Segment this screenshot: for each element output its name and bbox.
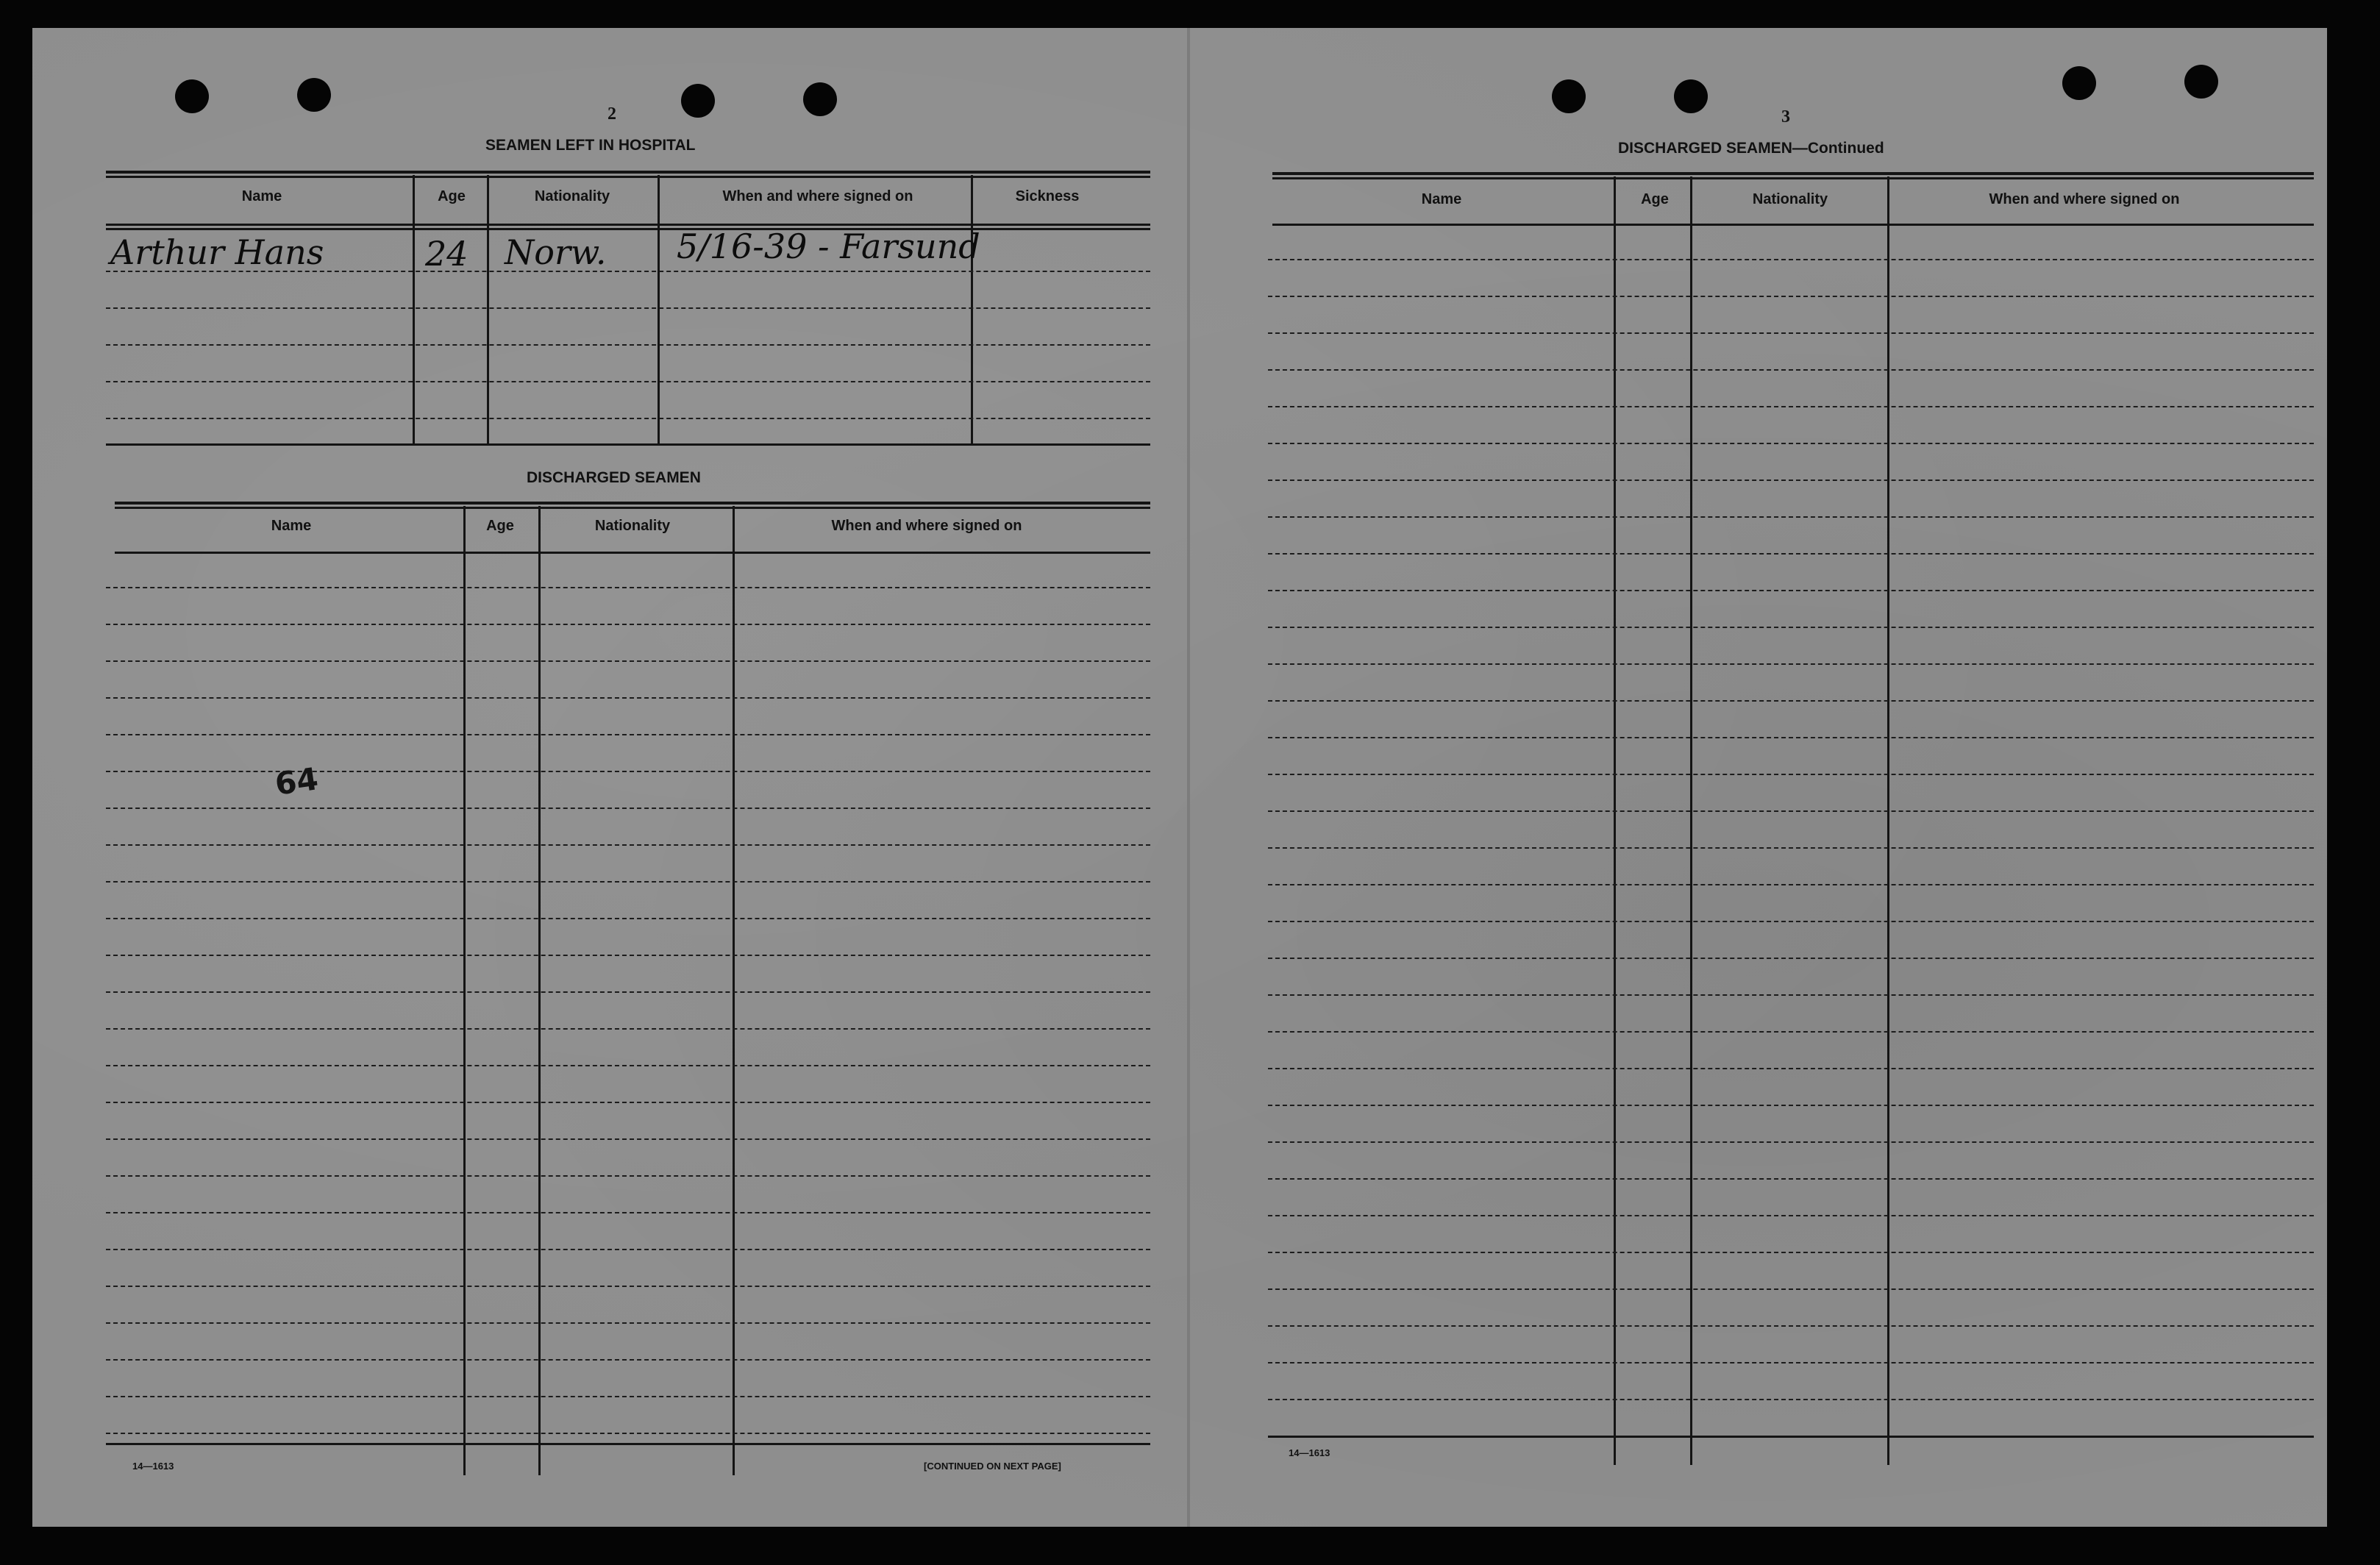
entry-signed-on: 5/16-39 - Farsund [677,227,980,266]
page-fold [1187,28,1190,1527]
column-header-age: Age [486,518,514,534]
discharged-rows [106,552,1150,1478]
punch-hole [681,84,715,118]
punch-hole [803,82,837,116]
punch-hole [2184,65,2218,99]
entry-nationality: Norw. [505,232,607,272]
column-header-signed-on: When and where signed on [1989,191,2180,207]
column-header-sickness: Sickness [1015,188,1080,204]
column-header-name: Name [241,188,282,204]
hospital-section-title: SEAMEN LEFT IN HOSPITAL [485,137,696,154]
punch-hole [175,79,209,113]
column-header-nationality: Nationality [1752,191,1828,207]
punch-hole [2062,66,2096,100]
column-header-name: Name [1421,191,1462,207]
column-header-nationality: Nationality [534,188,610,204]
column-header-age: Age [438,188,466,204]
entry-age: 24 [425,234,468,274]
column-header-nationality: Nationality [594,518,671,534]
margin-mark: 64 [272,760,321,802]
column-header-signed-on: When and where signed on [722,188,913,204]
column-header-signed-on: When and where signed on [831,518,1022,534]
form-number: 14—1613 [1289,1447,1330,1458]
document-sheet [32,28,2327,1527]
punch-hole [1552,79,1586,113]
page-number: 2 [608,104,616,124]
discharged-continued-title: DISCHARGED SEAMEN—Continued [1618,140,1884,157]
discharged-continued-rows [1268,224,2314,1474]
form-number: 14—1613 [132,1461,174,1472]
page-number: 3 [1781,107,1790,126]
punch-hole [1674,79,1708,113]
discharged-section-title: DISCHARGED SEAMEN [527,469,701,486]
entry-name: Arthur Hans [110,232,324,272]
punch-hole [297,78,331,112]
column-header-age: Age [1641,191,1669,207]
column-header-name: Name [271,518,312,534]
continued-note: [CONTINUED ON NEXT PAGE] [924,1461,1061,1472]
